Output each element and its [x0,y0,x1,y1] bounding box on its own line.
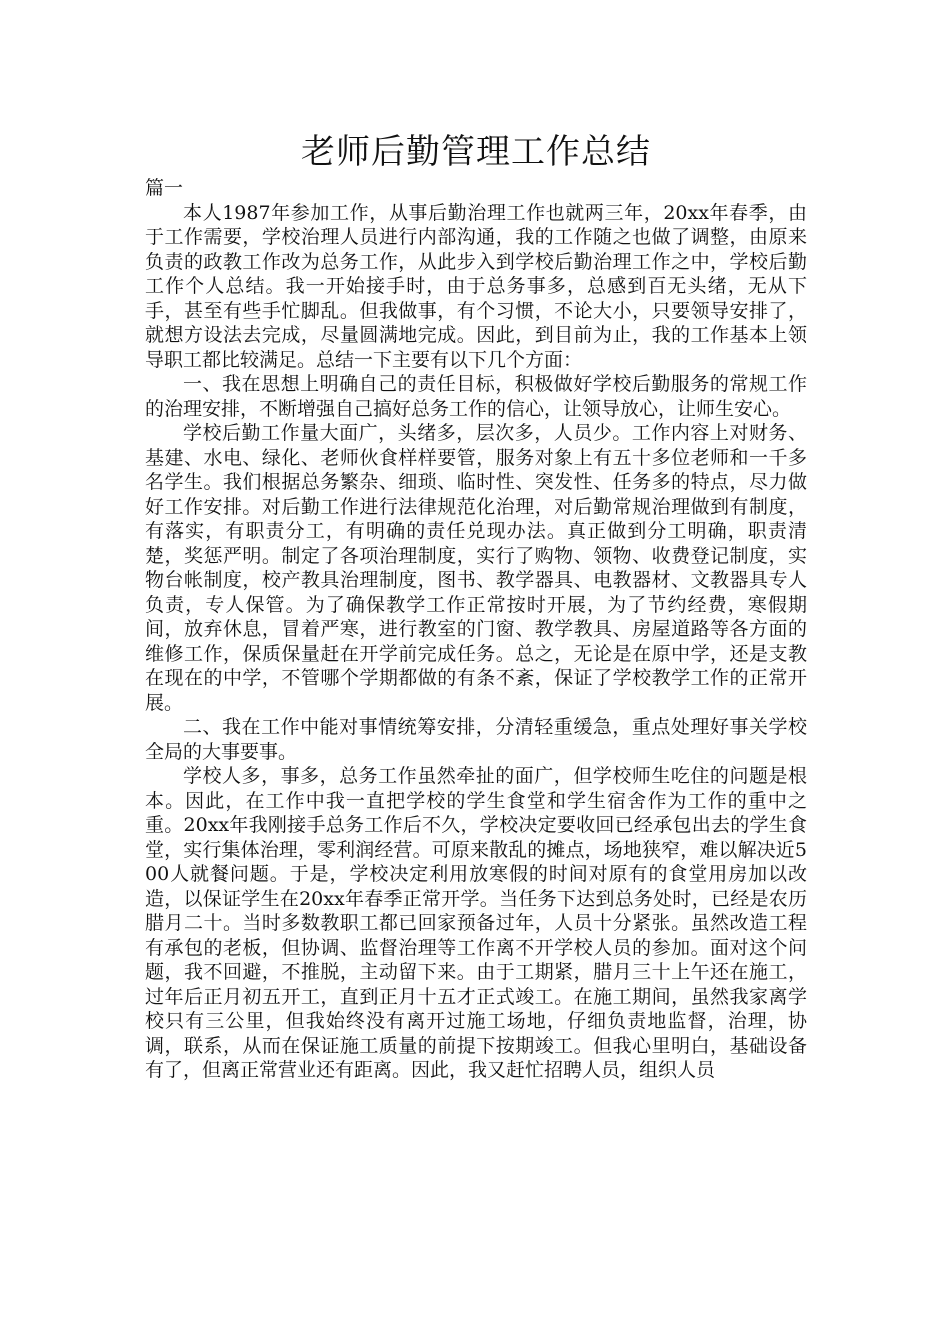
paragraph-5: 学校人多，事多，总务工作虽然牵扯的面广，但学校师生吃住的问题是根本。因此，在工作中我一直把学校的学生食堂和学生宿舍作为工作的重中之重。20xx年我刚接手总务工作后不久，学校决定要收回已经承包出去的学生食堂，实行集体治理，零利润经营。可原来散乱的摊点，场地狭窄，难以解决近500人就餐问题。于是，学校决定利用放寒假的时间对原有的食堂用房加以改造，以保证学生在20xx年春季正常开学。当任务下达到总务处时，已经是农历腊月二十。当时多数教职工都已回家预备过年，人员十分紧张。虽然改造工程有承包的老板，但协调、监督治理等工作离不开学校人员的参加。面对这个问题，我不回避，不推脱，主动留下来。由于工期紧，腊月三十上午还在施工，过年后正月初五开工，直到正月十五才正式竣工。在施工期间，虽然我家离学校只有三公里，但我始终没有离开过施工场地，仔细负责地监督，治理，协调，联系，从而在保证施工质量的前提下按期竣工。但我心里明白，基础设备有了，但离正常营业还有距离。因此，我又赶忙招聘人员，组织人员 [145,765,807,1081]
paragraph-3: 学校后勤工作量大面广，头绪多，层次多，人员少。工作内容上对财务、基建、水电、绿化、老师伙食样样要管，服务对象上有五十多位老师和一千多名学生。我们根据总务繁杂、细琐、临时性、突发性、任务多的特点，尽力做好工作安排。对后勤工作进行法律规范化治理，对后勤常规治理做到有制度，有落实，有职责分工，有明确的责任兑现办法。真正做到分工明确，职责清楚，奖惩严明。制定了各项治理制度，实行了购物、领物、收费登记制度，实物台帐制度，校产教具治理制度，图书、教学器具、电教器材、文教器具专人负责，专人保管。为了确保教学工作正常按时开展，为了节约经费，寒假期间，放弃休息，冒着严寒，进行教室的门窗、教学教具、房屋道路等各方面的维修工作，保质保量赶在开学前完成任务。总之，无论是在原中学，还是支教在现在的中学，不管哪个学期都做的有条不紊，保证了学校教学工作的正常开展。 [145,422,807,714]
paragraph-4: 二、我在工作中能对事情统筹安排，分清轻重缓急，重点处理好事关学校全局的大事要事。 [145,716,807,763]
document-page [145,128,807,1083]
paragraph-1: 本人1987年参加工作，从事后勤治理工作也就两三年，20xx年春季，由于工作需要，学校治理人员进行内部沟通，我的工作随之也做了调整，由原来负责的政教工作改为总务工作，从此步入到学校后勤治理工作之中，学校后勤工作个人总结。我一开始接手时，由于总务事多，总感到百无头绪，无从下手，甚至有些手忙脚乱。但我做事，有个习惯，不论大小，只要领导安排了，就想方设法去完成，尽量圆满地完成。因此，到目前为止，我的工作基本上领导职工都比较满足。总结一下主要有以下几个方面： [145,201,807,371]
section-label: 篇一 [145,177,184,199]
paragraph-2: 一、我在思想上明确自己的责任目标，积极做好学校后勤服务的常规工作的治理安排，不断增强自己搞好总务工作的信心，让领导放心，让师生安心。 [145,373,807,420]
document-title: 老师后勤管理工作总结 [301,132,651,172]
